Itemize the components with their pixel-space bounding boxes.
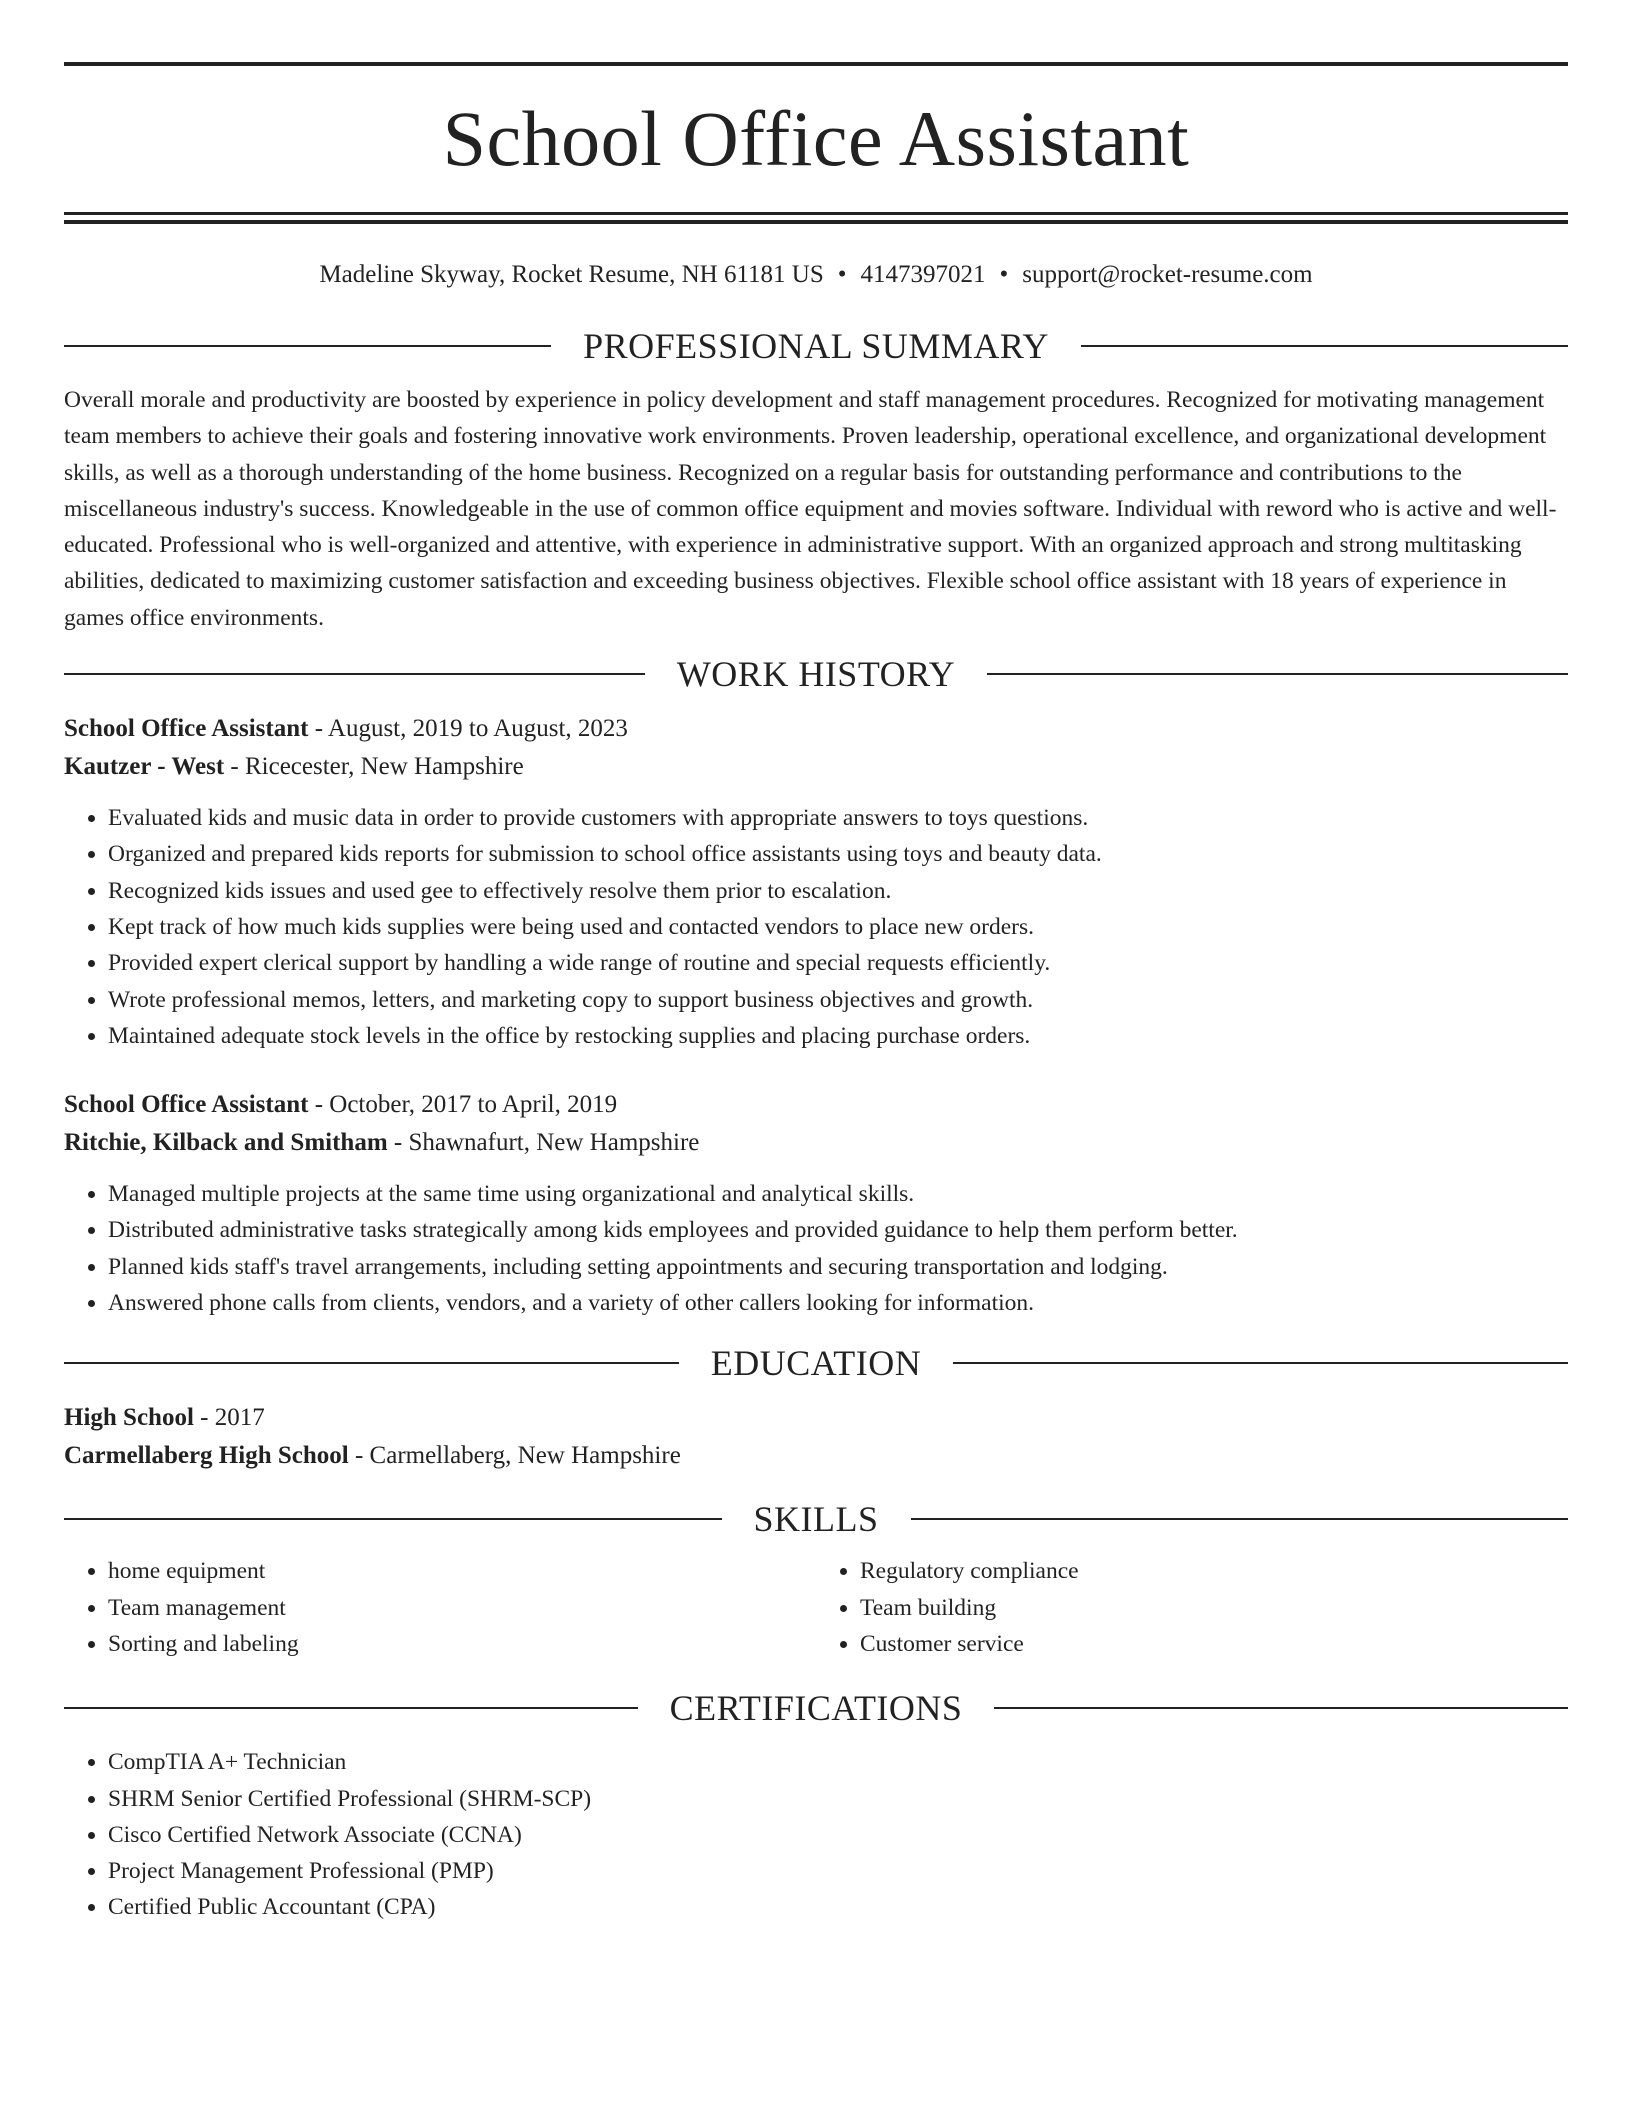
heading-rule — [911, 1518, 1569, 1520]
education-degree-line — [64, 1399, 1568, 1437]
job-dates: - October, 2017 to April, 2019 — [308, 1091, 618, 1119]
contact-separator: • — [837, 261, 847, 288]
job-bullet: • Distributed administrative tasks strategically among kids employees and provided guidance to help them perform better. — [108, 1212, 1568, 1248]
education-school-line — [64, 1437, 1568, 1475]
certification-item: • Cisco Certified Network Associate (CCNA) — [108, 1817, 1568, 1853]
job-location: - Ricecester, New Hampshire — [224, 753, 524, 781]
job-entry — [64, 710, 1568, 1054]
job-bullet: • Answered phone calls from clients, vendors, and a variety of other callers looking for information. — [108, 1285, 1568, 1321]
job-company-line — [64, 1124, 1568, 1162]
education-entry — [64, 1399, 1568, 1475]
job-bullet: • Wrote professional memos, letters, and marketing copy to support business objectives and growth. — [108, 982, 1568, 1018]
job-bullet: • Kept track of how much kids supplies were being used and contacted vendors to place new orders. — [108, 909, 1568, 945]
education-degree: High School — [64, 1404, 194, 1432]
section-title: CERTIFICATIONS — [669, 1688, 963, 1729]
job-dates: - August, 2019 to August, 2023 — [308, 715, 628, 743]
job-title: School Office Assistant — [64, 1091, 309, 1119]
job-company-line — [64, 748, 1568, 786]
contact-separator: • — [999, 261, 1009, 288]
contact-address: Madeline Skyway, Rocket Resume, NH 61181 US — [319, 261, 824, 288]
job-bullet: • Maintained adequate stock levels in the office by restocking supplies and placing purchase orders. — [108, 1018, 1568, 1054]
job-bullets — [64, 800, 1568, 1054]
skill-item: • Regulatory compliance — [860, 1553, 1568, 1589]
heading-rule — [64, 1707, 638, 1709]
job-bullet: • Evaluated kids and music data in order to provide customers with appropriate answers to toys questions. — [108, 800, 1568, 836]
job-company: Kautzer - West — [64, 753, 225, 781]
resume-title: School Office Assistant — [442, 95, 1190, 182]
skill-item: • Customer service — [860, 1626, 1568, 1662]
skills-column-right — [816, 1553, 1568, 1662]
double-rule — [64, 212, 1568, 224]
heading-rule — [994, 1707, 1568, 1709]
skill-item: • Team building — [860, 1590, 1568, 1626]
certification-item: • Project Management Professional (PMP) — [108, 1853, 1568, 1889]
heading-rule — [64, 1518, 722, 1520]
certification-item: • Certified Public Accountant (CPA) — [108, 1889, 1568, 1925]
section-title: WORK HISTORY — [676, 654, 956, 695]
job-bullet: • Managed multiple projects at the same time using organizational and analytical skills. — [108, 1176, 1568, 1212]
section-heading-summary — [64, 328, 1568, 364]
education-year: - 2017 — [193, 1404, 265, 1432]
education-school: Carmellaberg High School — [64, 1442, 349, 1470]
contact-phone[interactable]: 4147397021 — [860, 261, 986, 288]
section-title: EDUCATION — [710, 1343, 922, 1384]
certification-item: • CompTIA A+ Technician — [108, 1744, 1568, 1780]
heading-rule — [1081, 345, 1568, 347]
certification-item: • SHRM Senior Certified Professional (SHRM-SCP) — [108, 1781, 1568, 1817]
job-bullet: • Provided expert clerical support by handling a wide range of routine and special requests efficiently. — [108, 945, 1568, 981]
job-entry — [64, 1086, 1568, 1321]
skill-item: • Sorting and labeling — [108, 1626, 816, 1662]
contact-line — [64, 260, 1568, 290]
section-title: SKILLS — [753, 1499, 879, 1540]
job-bullets — [64, 1176, 1568, 1321]
skill-item: • Team management — [108, 1590, 816, 1626]
job-location: - Shawnafurt, New Hampshire — [387, 1129, 700, 1157]
section-heading-education — [64, 1343, 1568, 1384]
job-company: Ritchie, Kilback and Smitham — [64, 1129, 388, 1157]
summary-text: Overall morale and productivity are boosted by experience in policy development and staff management procedures. Recognized for motivating management team members to achieve their goals and fostering innovative work environments. Proven leadership, operational excellence, and organizational development skills, as well as a thorough understanding of the home business. Recognized on a regular basis for outstanding performance and contributions to the miscellaneous industry's success. Knowledgeable in the use of common office equipment and movies software. Individual with reword who is active and well-educated. Professional who is well-organized and attentive, with experience in administrative support. With an organized approach and strong multitasking abilities, dedicated to maximizing customer satisfaction and exceeding business objectives. Flexible school office assistant with 18 years of experience in games office environments. — [64, 387, 1557, 631]
skill-item: • home equipment — [108, 1553, 816, 1589]
job-title-line — [64, 1086, 1568, 1124]
job-bullet: • Recognized kids issues and used gee to effectively resolve them prior to escalation. — [108, 873, 1568, 909]
certifications-list — [64, 1744, 1568, 1925]
contact-email[interactable]: support@rocket-resume.com — [1022, 261, 1313, 288]
job-title: School Office Assistant — [64, 715, 309, 743]
job-title-line — [64, 710, 1568, 748]
skills-list — [64, 1553, 1568, 1662]
skills-column-left — [64, 1553, 816, 1662]
heading-rule — [953, 1362, 1568, 1364]
section-heading-skills — [64, 1499, 1568, 1540]
section-heading-certifications — [64, 1688, 1568, 1729]
heading-rule — [987, 673, 1568, 675]
section-title: PROFESSIONAL SUMMARY — [583, 326, 1049, 366]
top-rule — [64, 62, 1568, 66]
job-bullet: • Planned kids staff's travel arrangements, including setting appointments and securing transportation and lodging. — [108, 1249, 1568, 1285]
section-heading-work — [64, 654, 1568, 695]
education-location: - Carmellaberg, New Hampshire — [348, 1442, 681, 1470]
job-bullet: • Organized and prepared kids reports for submission to school office assistants using toys and beauty data. — [108, 836, 1568, 872]
heading-rule — [64, 1362, 679, 1364]
heading-rule — [64, 345, 551, 347]
heading-rule — [64, 673, 645, 675]
